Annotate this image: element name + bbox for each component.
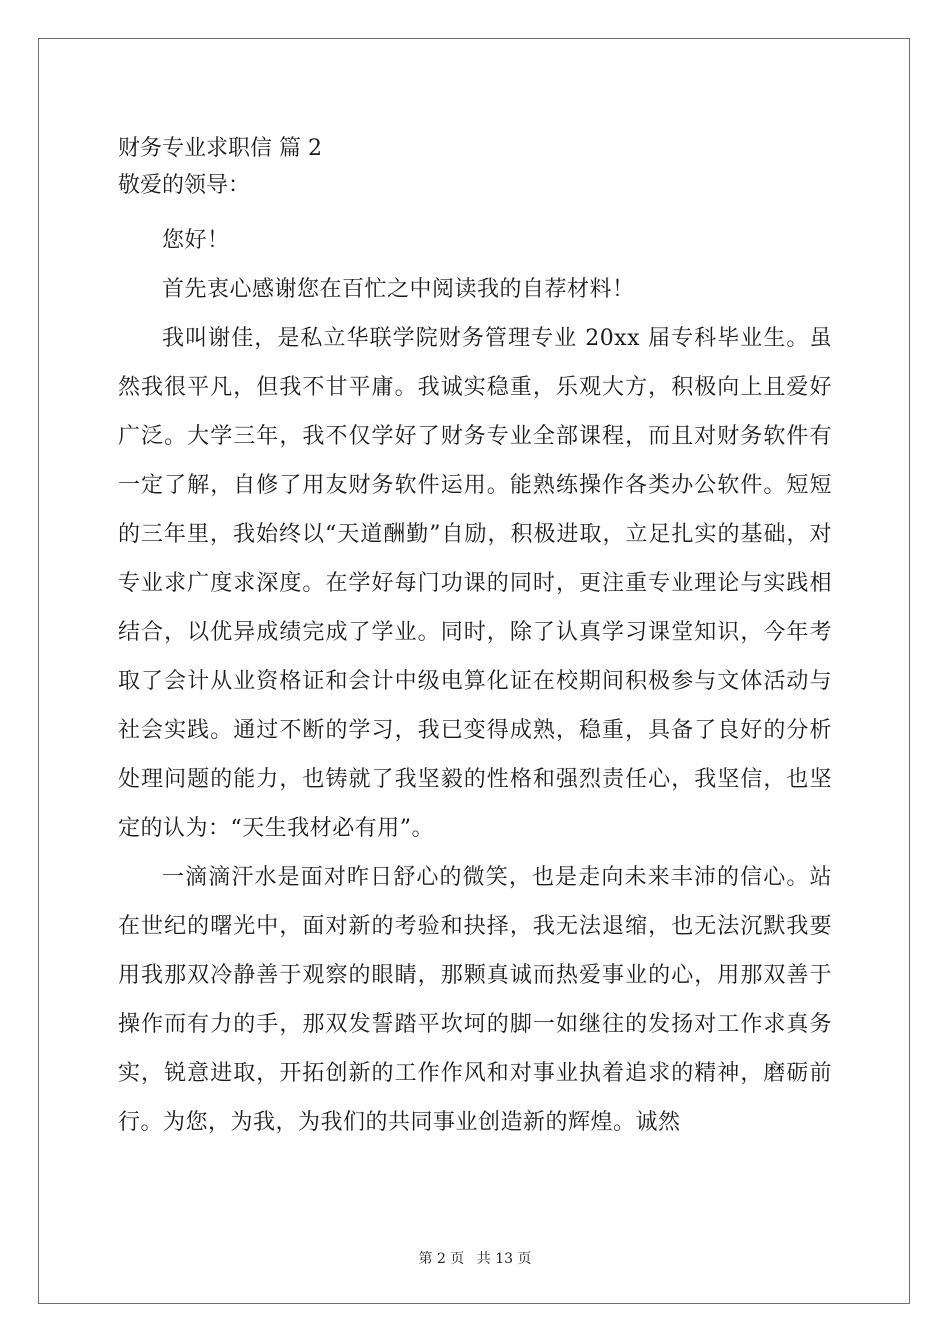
document-title: 财务专业求职信 篇 2 <box>118 136 322 161</box>
paragraph-thanks: 首先衷心感谢您在百忙之中阅读我的自荐材料！ <box>162 277 635 302</box>
paragraph-introduction: 我叫谢佳，是私立华联学院财务管理专业 20xx 届专科毕业生。虽然我很平凡，但我不甘平庸。我诚实稳重，乐观大方，积极向上且爱好广泛。大学三年，我不仅学好了财务专业全部课程，而且对财务软件有一定了解，自修了用友财务软件运用。能熟练操作各类办公软件。短短的三年里，我始终以“天道酬勤”自励，积极进取，立足扎实的基础，对专业求广度求深度。在学好每门功课的同时，更注重专业理论与实践相结合，以优异成绩完成了学业。同时，除了认真学习课堂知识，今年考取了会计从业资格证和会计中级电算化证在校期间积极参与文体活动与社会实践。通过不断的学习，我已变得成熟，稳重，具备了良好的分析处理问题的能力，也铸就了我坚毅的性格和强烈责任心，我坚信，也坚定的认为：“天生我材必有用”。 <box>118 326 832 841</box>
paragraph-greeting: 您好！ <box>162 228 230 253</box>
page-total: 共 13 页 <box>476 1251 532 1267</box>
document-body <box>118 130 832 1147</box>
page-footer <box>0 1248 950 1268</box>
paragraph-aspiration: 一滴滴汗水是面对昨日舒心的微笑，也是走向未来丰沛的信心。站在世纪的曙光中，面对新的考验和抉择，我无法退缩，也无法沉默我要用我那双冷静善于观察的眼睛，那颗真诚而热爱事业的心，用那双善于操作而有力的手，那双发誓踏平坎坷的脚一如继往的发扬对工作求真务实，锐意进取，开拓创新的工作作风和对事业执着追求的精神，磨砺前行。为您，为我，为我们的共同事业创造新的辉煌。诚然 <box>118 865 832 1135</box>
salutation: 敬爱的领导： <box>118 173 251 198</box>
page-number: 第 2 页 <box>418 1251 465 1267</box>
